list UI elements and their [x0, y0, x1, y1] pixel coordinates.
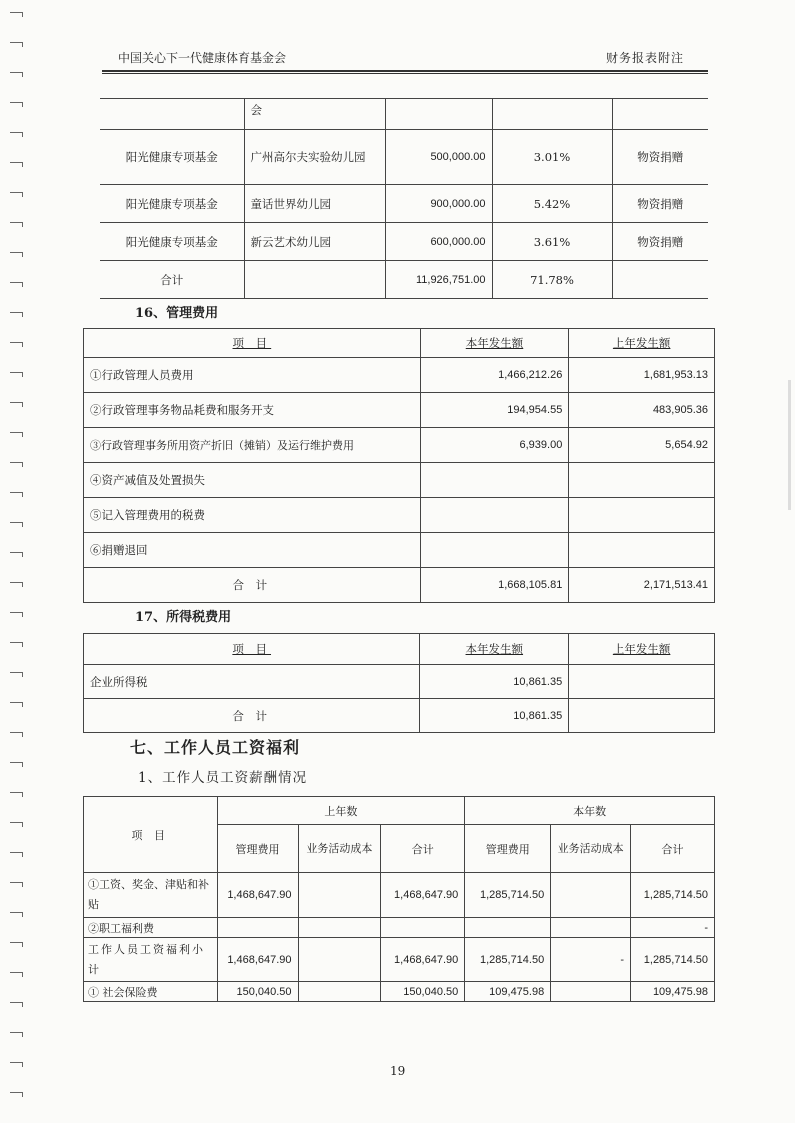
percent-cell: 3.61%: [492, 223, 612, 261]
table-group-header-row: [84, 797, 715, 825]
donation-table: [100, 98, 708, 299]
prior-cell: 5,654.92: [569, 428, 715, 463]
col-header-prior-biz: 业务活动成本: [298, 825, 381, 873]
item-cell: ⑤记入管理费用的税费: [84, 498, 421, 533]
prior-cell: [569, 665, 715, 699]
item-cell: ①工资、奖金、津贴和补贴: [84, 873, 218, 918]
prior-mgmt-cell: 1,468,647.90: [217, 938, 298, 982]
prior-biz-cell: [298, 982, 381, 1002]
col-header-item: 项 目: [84, 797, 218, 873]
item-cell: 企业所得税: [84, 665, 420, 699]
table-row: [100, 130, 708, 185]
item-cell: 工作人员工资福利小计: [84, 938, 218, 982]
col-header-item: 项 目: [232, 336, 272, 350]
item-cell: ②行政管理事务物品耗费和服务开支: [84, 393, 421, 428]
header-section-title: 财务报表附注: [606, 51, 685, 65]
fund-cell: 阳光健康专项基金: [100, 223, 244, 261]
recipient-cell: 广州高尔夫实验幼儿园: [244, 130, 385, 185]
scan-edge-shadow: [788, 380, 791, 510]
prior-cell: [569, 498, 715, 533]
table-total-row: [100, 261, 708, 299]
percent-cell: 3.01%: [492, 130, 612, 185]
total-current: 10,861.35: [420, 699, 569, 733]
table-header-row: [84, 329, 715, 358]
table-subtotal-row: [84, 938, 715, 982]
col-header-current-biz: 业务活动成本: [551, 825, 631, 873]
item-cell: ① 社会保险费: [84, 982, 218, 1002]
section-17-title: 17、所得税费用: [135, 610, 232, 625]
current-cell: 6,939.00: [420, 428, 569, 463]
prior-biz-cell: [298, 918, 381, 938]
table-row: [84, 463, 715, 498]
col-header-prior: 上年发生额: [612, 336, 671, 350]
section-7-title: 七、工作人员工资福利: [130, 738, 301, 757]
total-current: 1,668,105.81: [420, 568, 569, 603]
prior-biz-cell: [298, 938, 381, 982]
current-biz-cell: [551, 918, 631, 938]
table-row: [100, 185, 708, 223]
total-label: 合 计: [84, 699, 420, 733]
col-header-item: 项 目: [232, 642, 272, 656]
current-mgmt-cell: 1,285,714.50: [465, 873, 551, 918]
prior-cell: [569, 463, 715, 498]
item-cell: ②职工福利费: [84, 918, 218, 938]
prior-total-cell: 1,468,647.90: [381, 938, 465, 982]
table-row: [84, 665, 715, 699]
group-header-current: 本年数: [465, 797, 715, 825]
item-cell: ①行政管理人员费用: [84, 358, 421, 393]
salary-table: [83, 796, 715, 1002]
current-cell: 1,466,212.26: [420, 358, 569, 393]
current-mgmt-cell: [465, 918, 551, 938]
type-cell: 物资捐赠: [612, 185, 708, 223]
table-total-row: [84, 568, 715, 603]
col-header-current-mgmt: 管理费用: [465, 825, 551, 873]
amount-cell: 600,000.00: [385, 223, 492, 261]
current-mgmt-cell: 109,475.98: [465, 982, 551, 1002]
type-cell: 物资捐赠: [612, 130, 708, 185]
total-prior: 2,171,513.41: [569, 568, 715, 603]
table-row: [84, 873, 715, 918]
section-7-subtitle: 1、工作人员工资薪酬情况: [138, 770, 308, 786]
prior-total-cell: [381, 918, 465, 938]
current-cell: 10,861.35: [420, 665, 569, 699]
current-cell: [420, 463, 569, 498]
item-cell: ④资产减值及处置损失: [84, 463, 421, 498]
recipient-cell: 新云艺术幼儿园: [244, 223, 385, 261]
total-prior: [569, 699, 715, 733]
recipient-cell: 会: [244, 99, 385, 130]
table-row: [100, 223, 708, 261]
col-header-prior-mgmt: 管理费用: [217, 825, 298, 873]
amount-cell: 500,000.00: [385, 130, 492, 185]
fund-cell: 阳光健康专项基金: [100, 185, 244, 223]
prior-mgmt-cell: [217, 918, 298, 938]
table-total-row: [84, 699, 715, 733]
col-header-prior-total: 合计: [381, 825, 465, 873]
prior-biz-cell: [298, 873, 381, 918]
item-cell: ③行政管理事务所用资产折旧（摊销）及运行维护费用: [84, 428, 421, 463]
current-mgmt-cell: 1,285,714.50: [465, 938, 551, 982]
header-rule-thin: [102, 73, 708, 74]
amount-cell: 900,000.00: [385, 185, 492, 223]
table-row: [84, 428, 715, 463]
prior-cell: 483,905.36: [569, 393, 715, 428]
table-row: [84, 498, 715, 533]
table-row: [84, 358, 715, 393]
table-row: [84, 533, 715, 568]
current-biz-cell: [551, 982, 631, 1002]
col-header-current-total: 合计: [630, 825, 714, 873]
header-org-name: 中国关心下一代健康体育基金会: [118, 51, 287, 65]
current-biz-cell: [551, 873, 631, 918]
binding-holes: [6, 0, 30, 1123]
total-amount: 11,926,751.00: [385, 261, 492, 299]
recipient-cell: 童话世界幼儿园: [244, 185, 385, 223]
current-total-cell: 1,285,714.50: [630, 873, 714, 918]
current-total-cell: -: [630, 918, 714, 938]
table-row: [100, 99, 708, 130]
current-cell: [420, 498, 569, 533]
table-row: [84, 982, 715, 1002]
prior-mgmt-cell: 1,468,647.90: [217, 873, 298, 918]
current-cell: 194,954.55: [420, 393, 569, 428]
current-cell: [420, 533, 569, 568]
prior-cell: [569, 533, 715, 568]
group-header-prior: 上年数: [217, 797, 465, 825]
page-number: 19: [390, 1064, 406, 1078]
current-total-cell: 1,285,714.50: [630, 938, 714, 982]
prior-total-cell: 1,468,647.90: [381, 873, 465, 918]
table-row: [84, 393, 715, 428]
total-label: 合 计: [84, 568, 421, 603]
col-header-current: 本年发生额: [465, 336, 524, 350]
header-rule: [102, 70, 708, 72]
prior-cell: 1,681,953.13: [569, 358, 715, 393]
col-header-current: 本年发生额: [465, 642, 524, 656]
section-16-title: 16、管理费用: [135, 306, 219, 321]
total-percent: 71.78%: [492, 261, 612, 299]
income-tax-table: [83, 633, 715, 733]
type-cell: 物资捐赠: [612, 223, 708, 261]
item-cell: ⑥捐赠退回: [84, 533, 421, 568]
current-total-cell: 109,475.98: [630, 982, 714, 1002]
table-row: [84, 918, 715, 938]
total-label: 合计: [100, 261, 244, 299]
table-header-row: [84, 634, 715, 665]
current-biz-cell: -: [551, 938, 631, 982]
col-header-prior: 上年发生额: [612, 642, 671, 656]
admin-expense-table: [83, 328, 715, 603]
fund-cell: 阳光健康专项基金: [100, 130, 244, 185]
prior-mgmt-cell: 150,040.50: [217, 982, 298, 1002]
percent-cell: 5.42%: [492, 185, 612, 223]
prior-total-cell: 150,040.50: [381, 982, 465, 1002]
